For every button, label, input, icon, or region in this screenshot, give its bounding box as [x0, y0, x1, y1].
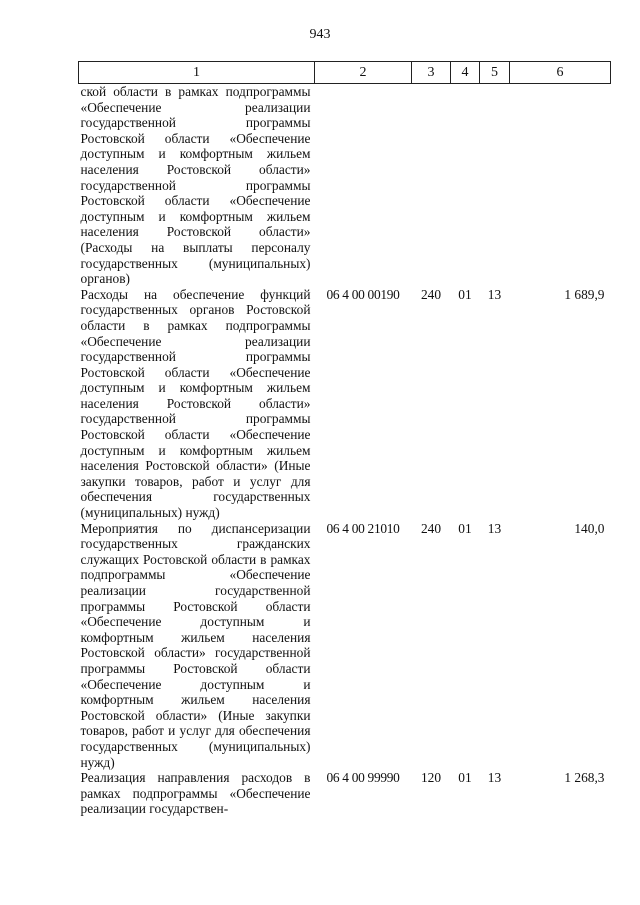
row-col4: 01: [458, 520, 472, 536]
row-col5: 13: [487, 286, 502, 302]
row-col5: 13: [487, 770, 502, 786]
page-number: 943: [309, 27, 331, 42]
table-row: [79, 521, 611, 771]
row-code: [315, 84, 412, 287]
row-col3: [412, 84, 451, 287]
row-code: 06 4 00 99990: [326, 770, 400, 786]
row-col3: 120: [420, 770, 442, 786]
row-col3: 240: [420, 286, 442, 302]
row-col5: 13: [487, 520, 502, 536]
table-header: [79, 62, 611, 84]
row-description: Расходы на обеспечение функций государственных органов Ростовской области в рамках подпрограммы «Обеспечение реализации государственной программы Ростовской области «Обеспечение доступным и комфортным жильем населения Ростовской области» государственной программы Ростовской области «Обеспечение доступным и комфортным жильем населения Ростовской области» (Иные закупки товаров, работ и услуг для обеспечения государственных (муниципальных) нужд): [80, 286, 311, 521]
row-description: ской области в рамках подпрограммы «Обеспечение реализации государственной программы Ростовской области «Обеспечение доступным и комфортным жильем населения Ростовской области» государственной программы Ростовской области «Обеспечение доступным и комфортным жильем населения Ростовской области» (Расходы на выплаты персоналу государственных (муниципальных) органов): [80, 84, 311, 287]
row-amount: 1 268,3: [564, 770, 605, 786]
column-header-4: 4: [451, 62, 480, 84]
column-header-2: 2: [315, 62, 412, 84]
row-col3: 240: [420, 520, 442, 536]
row-amount: 1 689,9: [564, 286, 605, 302]
row-col5: [480, 84, 510, 287]
row-col4: 01: [458, 770, 472, 786]
column-header-6: 6: [510, 62, 611, 84]
budget-table: [78, 61, 611, 817]
row-col4: 01: [458, 286, 472, 302]
row-code: 06 4 00 00190: [326, 286, 400, 302]
column-header-3: 3: [412, 62, 451, 84]
table-row: [79, 84, 611, 287]
column-header-1: 1: [79, 62, 315, 84]
row-amount: 140,0: [574, 520, 605, 536]
row-amount: [510, 84, 611, 287]
row-code: 06 4 00 21010: [326, 520, 400, 536]
column-header-5: 5: [480, 62, 510, 84]
table-row: [79, 770, 611, 817]
row-description: Мероприятия по диспансеризации государственных гражданских служащих Ростовской области в рамках подпрограммы «Обеспечение реализации государственной программы Ростовской области «Обеспечение доступным и комфортным жильем населения Ростовской области» государственной программы Ростовской области «Обеспечение доступным и комфортным жильем населения Ростовской области» (Иные закупки товаров, работ и услуг для обеспечения государственных (муниципальных) нужд): [80, 520, 311, 770]
row-col4: [451, 84, 480, 287]
table-row: [79, 287, 611, 521]
row-description: Реализация направления расходов в рамках подпрограммы «Обеспечение реализации государствен-: [80, 770, 311, 817]
